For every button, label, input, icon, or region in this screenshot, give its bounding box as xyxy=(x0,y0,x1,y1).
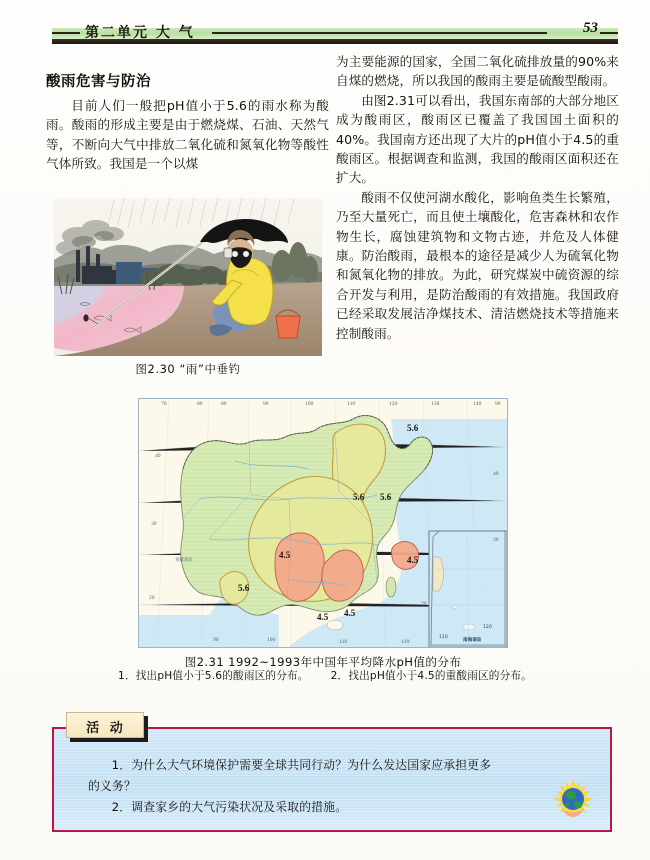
paragraph-acid-rain-map-analysis: 由图2.31可以看出，我国东南部的大部分地区成为酸雨区，酸雨区已覆盖了我国国土面积的40%。我国南方还出现了大片的pH值小于4.5的重酸雨区。根据调查和监测，我国的酸雨区面积还在扩大。 xyxy=(336,92,619,186)
activity-item-1-continued: 的义务？ xyxy=(88,779,136,793)
page-number: 53 xyxy=(583,20,598,36)
bottom-label-110: 110 xyxy=(339,639,348,645)
bottom-label-100: 100 xyxy=(267,637,276,643)
unit-title: 第二单元 大 气 xyxy=(85,25,195,41)
lon-label-90r: 90 xyxy=(495,401,501,407)
bottom-label-90: 90 xyxy=(213,637,219,643)
header-line-right xyxy=(600,32,618,34)
lon-label-70: 70 xyxy=(161,401,167,407)
lat-label-20-right: 20 xyxy=(421,601,427,607)
header-line-left xyxy=(52,32,80,34)
inset-lon-110: 110 xyxy=(439,635,448,640)
paragraph-continued: 为主要能源的国家，全国二氧化硫排放量的90%来自煤的燃烧，所以我国的酸雨主要是硫酸型酸雨。 xyxy=(336,54,619,89)
section-title: 酸雨危害与防治 xyxy=(46,74,151,90)
page-header xyxy=(52,20,618,46)
header-line-middle xyxy=(212,32,547,34)
lat-label-20-left: 20 xyxy=(149,595,155,601)
lon-label-140: 140 xyxy=(473,401,482,407)
ph-label-5: 4.5 xyxy=(279,550,291,560)
map-graphic xyxy=(139,399,507,647)
inset-title-south-china-sea-islands: 南海诸岛 xyxy=(463,638,482,643)
lon-label-120: 120 xyxy=(389,401,398,407)
map-questions xyxy=(118,668,538,683)
figure-230 xyxy=(54,198,322,377)
paragraph-acid-rain-definition: 目前人们一般把pH值小于5.6的雨水称为酸雨。酸雨的形成主要是由于燃烧煤、石油、天然气等，不断向大气中排放二氧化硫和氮氧化物等酸性气体所致。我国是一个以煤 xyxy=(46,98,329,172)
activity-box xyxy=(52,720,612,832)
china-ph-distribution-map xyxy=(138,398,508,648)
ph-label-7: 4.5 xyxy=(317,612,329,622)
activity-tab-label: 活 动 xyxy=(86,720,126,736)
figure-231 xyxy=(138,398,508,670)
ph-label-1: 5.6 xyxy=(407,423,419,433)
ph-label-3: 5.6 xyxy=(380,492,392,502)
paragraph-acid-rain-harm-control: 酸雨不仅使河湖水酸化，影响鱼类生长繁殖，乃至大量死亡，而且使土壤酸化，危害森林和农作物生长，腐蚀建筑物和文物古迹，并危及人体健康。防治酸雨，最根本的途径是减少人为硫氧化物和氮氧化物的排放。为此，研究煤炭中硫资源的综合开发与利用，是防治酸雨的有效措施。我国政府已经采取发展洁净煤技术、清洁燃烧技术等措施来控制酸雨。 xyxy=(336,189,619,341)
lon-label-100: 100 xyxy=(305,401,314,407)
lon-label-80a: 80 xyxy=(197,401,203,407)
bottom-label-120: 120 xyxy=(401,639,410,645)
activity-tab xyxy=(66,712,144,738)
earth-globe-icon xyxy=(552,778,594,820)
lat-label-30-left: 30 xyxy=(151,521,157,527)
ph-label-8: 4.5 xyxy=(344,608,356,618)
lon-label-130: 130 xyxy=(431,401,440,407)
lon-label-80b: 80 xyxy=(221,401,227,407)
map-question-2: 2．找出pH值小于4.5的重酸雨区的分布。 xyxy=(330,670,532,682)
fishing-in-acid-rain-drawing xyxy=(54,198,322,356)
figure-230-illustration xyxy=(54,198,322,356)
lon-label-110: 110 xyxy=(347,401,356,407)
ph-label-4: 5.6 xyxy=(238,583,250,593)
earth-globe-graphic xyxy=(552,778,594,820)
activity-item-2: 2．调查家乡的大气污染状况及采取的措施。 xyxy=(111,800,348,814)
lon-label-90: 90 xyxy=(263,401,269,407)
figure-231-caption: 图2.31 1992~1993年中国年平均降水pH值的分布 xyxy=(184,655,462,669)
ph-label-6: 4.5 xyxy=(407,555,419,565)
inset-lon-120: 120 xyxy=(483,625,492,630)
lat-label-40-right: 40 xyxy=(493,471,499,477)
tibet-plateau-label: 青藏高原 xyxy=(175,557,193,562)
ph-label-2: 5.6 xyxy=(353,492,365,502)
figure-230-caption: 图2.30 “雨”中垂钓 xyxy=(135,362,241,376)
left-column xyxy=(46,70,329,174)
lat-label-40-left: 40 xyxy=(155,453,161,459)
activity-content xyxy=(88,755,558,818)
lat-label-30-right: 30 xyxy=(493,537,499,543)
right-column xyxy=(336,52,619,343)
activity-item-1: 1．为什么大气环境保护需要全球共同行动？为什么发达国家应承担更多 xyxy=(111,758,492,772)
map-question-1: 1．找出pH值小于5.6的酸雨区的分布。 xyxy=(118,670,309,682)
